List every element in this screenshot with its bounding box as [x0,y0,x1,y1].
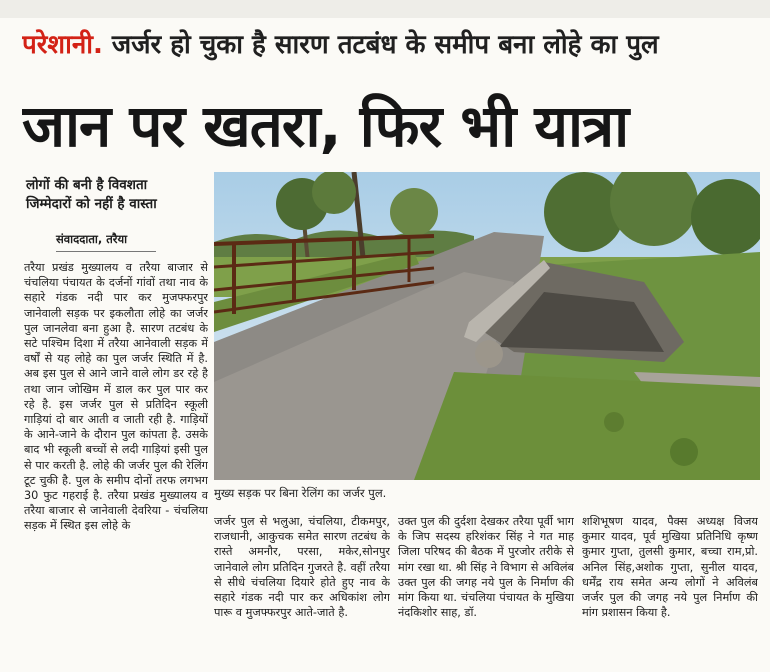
deck [26,176,206,214]
article-column-3: उक्त पुल की दुर्दशा देखकर तरैया पूर्वी भाग के जिप सदस्य हरिशंकर सिंह ने गत माह जिला परिषद की बैठक में पुरजोर तरीके से मांग रखा था. श्री सिंह ने विभाग से अविलंब उक्त पुल की जगह नये पुल के निर्माण की मांग किया था. चंचलिया पंचायत के मुखिया नंदकिशोर साह, डॉ. [398,515,574,620]
photo-caption: मुख्य सड़क पर बिना रेलिंग का जर्जर पुल. [214,486,387,500]
bridge-photo [214,172,760,480]
article-column-1: तरैया प्रखंड मुख्यालय व तरैया बाजार से चंचलिया पंचायत के दर्जनों गांवों तथा नाव के सहारे गंडक नदी पार कर मुजफ्फरपुर जानेवाली सड़क पर इकलौता लोहे का जर्जर पुल जानलेवा बना हुआ है. सारण तटबंध के सटे पश्चिम दिशा में तरैया आनेवाली सड़क में वर्षों से यह लोहे का पुल जर्जर स्थिति में है. अब इस पुल से आने जाने वाले लोग डर रहे है तथा जान जोखिम में डाल कर पुल पार कर रहे है. इस जर्जर पुल से प्रतिदिन स्कूली गाड़ियां दो बार आती व जाती रही है. गाड़ियों के आने-जाने के दौरान पुल कांपता है. उसके बाद भी स्कूली बच्चों से लदी गाड़ियां इसी पुल से पार करती है. लोहे की जर्जर पुल की रेलिंग टूट चुकी है. पुल के समीप दोनों तरफ लगभग 30 फुट गहराई है. तरैया प्रखंड मुख्यालय व तरैया बाजार से जानेवाली देवरिया - चंचलिया सड़क में स्थित इस लोहे के [24,261,208,533]
article-column-4: शशिभूषण यादव, पैक्स अध्यक्ष विजय कुमार यादव, पूर्व मुखिया प्रतिनिधि कृष्ण कुमार गुप्ता, तुलसी कुमार, बच्चा राम,प्रो. अनिल सिंह,अशोक गुप्ता, सुनील यादव, धर्मेंद्र राय समेत अन्य लोगों ने अविलंब जर्जर पुल की जगह नये पुल निर्माण की मांग प्रशासन किया है. [582,515,758,620]
kicker-line [22,20,762,70]
page-top-band [0,0,770,18]
article-column-2: जर्जर पुल से भलुआ, चंचलिया, टीकमपुर, राजधानी, आकुचक समेत सारण तटबंध के रास्ते अमनौर, परसा, मकेर,सोनपुर जानेवाले लोग प्रतिदिन गुजरते है. वहीं तरैया से सीधे चंचलिया दियारे होते हुए नाव के सहारे गंडक नदी पार कर अधिकांश लोग पारू व मुजफ्फरपुर आते-जाते है. [214,515,390,620]
kicker-text: जर्जर हो चुका है सारण तटबंध के समीप बना लोहे का पुल [111,30,659,60]
deck-line-1: लोगों की बनी है विवशता [26,177,148,193]
deck-line-2: जिम्मेदारों को नहीं है वास्ता [26,196,157,212]
byline: संवाददाता, तरैया [56,232,206,252]
headline: जान पर खतरा, फिर भी यात्रा [22,92,629,160]
kicker-label: परेशानी. [22,30,103,60]
